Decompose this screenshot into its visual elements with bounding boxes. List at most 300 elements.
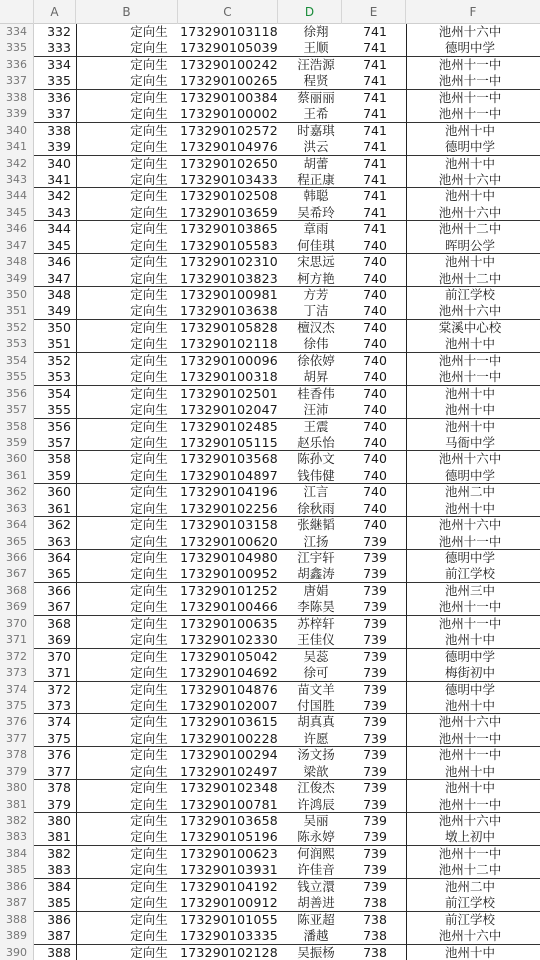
cell-type[interactable]: 定向生 bbox=[130, 566, 168, 582]
cell-type[interactable]: 定向生 bbox=[130, 254, 168, 270]
cell-exam-id[interactable]: 173290100242 bbox=[180, 56, 278, 72]
cell-exam-id[interactable]: 173290100623 bbox=[180, 845, 278, 861]
cell-score[interactable]: 741 bbox=[363, 171, 387, 187]
cell-type[interactable]: 定向生 bbox=[130, 747, 168, 763]
cell-school[interactable]: 池州二中 bbox=[444, 484, 495, 500]
cell-name[interactable]: 张継韬 bbox=[297, 517, 335, 533]
cell-exam-id[interactable]: 173290103931 bbox=[180, 862, 278, 878]
cell-score[interactable]: 739 bbox=[363, 632, 387, 648]
cell-name[interactable]: 程贤 bbox=[303, 73, 329, 89]
cell-exam-id[interactable]: 173290104876 bbox=[180, 681, 278, 697]
cell-school[interactable]: 池州十中 bbox=[444, 385, 495, 401]
cell-score[interactable]: 739 bbox=[363, 878, 387, 894]
cell-type[interactable]: 定向生 bbox=[130, 221, 168, 237]
cell-exam-id[interactable]: 173290100466 bbox=[180, 599, 278, 615]
cell-school[interactable]: 池州十一中 bbox=[438, 533, 502, 549]
cell-score[interactable]: 740 bbox=[363, 336, 387, 352]
cell-score[interactable]: 739 bbox=[363, 845, 387, 861]
cell-name[interactable]: 汤文扬 bbox=[297, 747, 335, 763]
cell-score[interactable]: 739 bbox=[363, 648, 387, 664]
cell-serial[interactable]: 358 bbox=[47, 451, 71, 467]
cell-name[interactable]: 江言 bbox=[303, 484, 329, 500]
cell-exam-id[interactable]: 173290105042 bbox=[180, 648, 278, 664]
cell-score[interactable]: 740 bbox=[363, 319, 387, 335]
cell-school[interactable]: 德明中学 bbox=[444, 550, 495, 565]
cell-school[interactable]: 德明中学 bbox=[444, 40, 495, 56]
cell-serial[interactable]: 342 bbox=[47, 188, 71, 204]
cell-school[interactable]: 池州十六中 bbox=[438, 303, 502, 319]
row-number[interactable]: 366 bbox=[6, 551, 27, 564]
cell-name[interactable]: 徐伟 bbox=[303, 336, 329, 352]
row-number[interactable]: 340 bbox=[6, 123, 27, 137]
cell-school[interactable]: 前江学校 bbox=[444, 566, 495, 582]
cell-serial[interactable]: 344 bbox=[47, 221, 71, 237]
row-number[interactable]: 352 bbox=[6, 320, 27, 334]
cell-serial[interactable]: 367 bbox=[47, 599, 71, 615]
row-number[interactable]: 371 bbox=[6, 633, 27, 647]
row-number[interactable]: 387 bbox=[6, 896, 27, 910]
cell-name[interactable]: 胡善进 bbox=[297, 895, 335, 911]
cell-school[interactable]: 池州十一中 bbox=[438, 615, 502, 631]
row-number[interactable]: 336 bbox=[6, 57, 27, 71]
cell-serial[interactable]: 356 bbox=[47, 418, 71, 434]
row-number[interactable]: 386 bbox=[6, 879, 27, 893]
cell-serial[interactable]: 353 bbox=[47, 369, 71, 385]
cell-exam-id[interactable]: 173290102128 bbox=[180, 944, 278, 960]
row-number[interactable]: 369 bbox=[6, 600, 27, 614]
cell-type[interactable]: 定向生 bbox=[130, 928, 168, 944]
cell-name[interactable]: 韩聪 bbox=[303, 188, 329, 204]
cell-type[interactable]: 定向生 bbox=[130, 714, 168, 730]
cell-serial[interactable]: 334 bbox=[47, 56, 71, 72]
cell-score[interactable]: 741 bbox=[363, 122, 387, 138]
cell-school[interactable]: 池州十一中 bbox=[438, 56, 502, 72]
cell-name[interactable]: 宋思远 bbox=[297, 254, 335, 270]
column-header-d[interactable]: D bbox=[278, 0, 342, 24]
cell-serial[interactable]: 352 bbox=[47, 352, 71, 368]
cell-score[interactable]: 740 bbox=[363, 418, 387, 434]
cell-school[interactable]: 池州十中 bbox=[444, 944, 495, 960]
cell-score[interactable]: 741 bbox=[363, 24, 387, 39]
cell-type[interactable]: 定向生 bbox=[130, 319, 168, 335]
cell-score[interactable]: 740 bbox=[363, 352, 387, 368]
cell-school[interactable]: 池州十六中 bbox=[438, 171, 502, 187]
row-number[interactable]: 390 bbox=[6, 945, 27, 959]
cell-exam-id[interactable]: 173290105828 bbox=[180, 319, 278, 335]
cell-type[interactable]: 定向生 bbox=[130, 878, 168, 894]
row-number[interactable]: 358 bbox=[6, 419, 27, 433]
row-number[interactable]: 380 bbox=[6, 781, 27, 795]
row-number[interactable]: 355 bbox=[6, 370, 27, 384]
cell-name[interactable]: 丁洁 bbox=[303, 303, 329, 319]
cell-score[interactable]: 738 bbox=[363, 928, 387, 944]
cell-school[interactable]: 池州十六中 bbox=[438, 204, 502, 220]
row-number[interactable]: 384 bbox=[6, 846, 27, 860]
cell-name[interactable]: 赵乐怡 bbox=[297, 434, 335, 450]
row-number[interactable]: 383 bbox=[6, 830, 27, 844]
cell-type[interactable]: 定向生 bbox=[130, 780, 168, 796]
cell-exam-id[interactable]: 173290102650 bbox=[180, 155, 278, 171]
cell-school[interactable]: 池州十六中 bbox=[438, 451, 502, 467]
cell-school[interactable]: 池州十一中 bbox=[438, 106, 502, 122]
cell-school[interactable]: 池州十中 bbox=[444, 254, 495, 270]
cell-exam-id[interactable]: 173290102047 bbox=[180, 402, 278, 418]
row-number[interactable]: 357 bbox=[6, 403, 27, 417]
cell-school[interactable]: 德明中学 bbox=[444, 467, 495, 483]
cell-name[interactable]: 江俊杰 bbox=[297, 780, 335, 796]
cell-school[interactable]: 梅街初中 bbox=[444, 665, 495, 681]
cell-exam-id[interactable]: 173290103658 bbox=[180, 813, 278, 828]
cell-score[interactable]: 739 bbox=[363, 697, 387, 713]
cell-exam-id[interactable]: 173290105039 bbox=[180, 40, 278, 56]
cell-school[interactable]: 池州十六中 bbox=[438, 24, 502, 39]
row-number[interactable]: 337 bbox=[6, 74, 27, 88]
cell-name[interactable]: 吴振杨 bbox=[297, 944, 335, 960]
cell-score[interactable]: 738 bbox=[363, 895, 387, 911]
cell-exam-id[interactable]: 173290102501 bbox=[180, 385, 278, 401]
cell-type[interactable]: 定向生 bbox=[130, 467, 168, 483]
cell-name[interactable]: 胡蕾 bbox=[303, 155, 329, 171]
cell-score[interactable]: 739 bbox=[363, 681, 387, 697]
cell-score[interactable]: 741 bbox=[363, 204, 387, 220]
cell-score[interactable]: 741 bbox=[363, 139, 387, 155]
cell-serial[interactable]: 333 bbox=[47, 40, 71, 56]
row-number[interactable]: 334 bbox=[6, 25, 27, 38]
cell-score[interactable]: 740 bbox=[363, 467, 387, 483]
cell-name[interactable]: 方芳 bbox=[303, 287, 329, 302]
cell-name[interactable]: 柯方艳 bbox=[297, 270, 335, 286]
cell-name[interactable]: 何佳琪 bbox=[297, 237, 335, 253]
cell-score[interactable]: 739 bbox=[363, 780, 387, 796]
row-number[interactable]: 360 bbox=[6, 452, 27, 466]
row-number[interactable]: 359 bbox=[6, 435, 27, 449]
cell-school[interactable]: 池州十二中 bbox=[438, 270, 502, 286]
cell-serial[interactable]: 335 bbox=[47, 73, 71, 89]
cell-exam-id[interactable]: 173290104976 bbox=[180, 139, 278, 155]
cell-type[interactable]: 定向生 bbox=[130, 434, 168, 450]
cell-serial[interactable]: 384 bbox=[47, 878, 71, 894]
cell-name[interactable]: 汪浩源 bbox=[297, 56, 335, 72]
cell-name[interactable]: 桂香伟 bbox=[297, 385, 335, 401]
row-number[interactable]: 382 bbox=[6, 814, 27, 827]
cell-score[interactable]: 740 bbox=[363, 287, 387, 302]
cell-name[interactable]: 苏梓轩 bbox=[297, 615, 335, 631]
cell-score[interactable]: 739 bbox=[363, 582, 387, 598]
column-header-b[interactable]: B bbox=[76, 0, 178, 24]
cell-score[interactable]: 739 bbox=[363, 615, 387, 631]
cell-score[interactable]: 740 bbox=[363, 303, 387, 319]
cell-score[interactable]: 739 bbox=[363, 566, 387, 582]
cell-name[interactable]: 徐依婷 bbox=[297, 352, 335, 368]
cell-score[interactable]: 741 bbox=[363, 40, 387, 56]
cell-type[interactable]: 定向生 bbox=[130, 73, 168, 89]
row-number[interactable]: 385 bbox=[6, 863, 27, 877]
row-number[interactable]: 389 bbox=[6, 929, 27, 943]
cell-serial[interactable]: 372 bbox=[47, 681, 71, 697]
cell-score[interactable]: 741 bbox=[363, 106, 387, 122]
cell-exam-id[interactable]: 173290100781 bbox=[180, 796, 278, 812]
cell-name[interactable]: 汪沛 bbox=[303, 402, 329, 418]
row-number[interactable]: 361 bbox=[6, 468, 27, 482]
cell-type[interactable]: 定向生 bbox=[130, 336, 168, 352]
cell-exam-id[interactable]: 173290104692 bbox=[180, 665, 278, 681]
cell-exam-id[interactable]: 173290103638 bbox=[180, 303, 278, 319]
row-number[interactable]: 351 bbox=[6, 304, 27, 318]
cell-type[interactable]: 定向生 bbox=[130, 533, 168, 549]
cell-score[interactable]: 740 bbox=[363, 385, 387, 401]
cell-score[interactable]: 740 bbox=[363, 237, 387, 253]
cell-serial[interactable]: 379 bbox=[47, 796, 71, 812]
cell-exam-id[interactable]: 173290102348 bbox=[180, 780, 278, 796]
row-number[interactable]: 349 bbox=[6, 271, 27, 285]
cell-school[interactable]: 池州十六中 bbox=[438, 714, 502, 730]
cell-school[interactable]: 前江学校 bbox=[444, 911, 495, 927]
cell-score[interactable]: 740 bbox=[363, 500, 387, 516]
cell-name[interactable]: 章雨 bbox=[303, 221, 329, 237]
cell-serial[interactable]: 357 bbox=[47, 434, 71, 450]
cell-score[interactable]: 739 bbox=[363, 599, 387, 615]
cell-serial[interactable]: 381 bbox=[47, 829, 71, 845]
cell-serial[interactable]: 343 bbox=[47, 204, 71, 220]
cell-type[interactable]: 定向生 bbox=[130, 665, 168, 681]
cell-school[interactable]: 池州十中 bbox=[444, 402, 495, 418]
row-number[interactable]: 344 bbox=[6, 189, 27, 203]
cell-school[interactable]: 池州十一中 bbox=[438, 352, 502, 368]
cell-school[interactable]: 池州十中 bbox=[444, 763, 495, 779]
cell-serial[interactable]: 361 bbox=[47, 500, 71, 516]
cell-type[interactable]: 定向生 bbox=[130, 845, 168, 861]
cell-name[interactable]: 苗文羊 bbox=[297, 681, 335, 697]
cell-serial[interactable]: 365 bbox=[47, 566, 71, 582]
cell-exam-id[interactable]: 173290100265 bbox=[180, 73, 278, 89]
cell-name[interactable]: 檀汉杰 bbox=[297, 319, 335, 335]
cell-type[interactable]: 定向生 bbox=[130, 155, 168, 171]
cell-exam-id[interactable]: 173290105115 bbox=[180, 434, 278, 450]
cell-serial[interactable]: 350 bbox=[47, 319, 71, 335]
cell-type[interactable]: 定向生 bbox=[130, 352, 168, 368]
column-header-c[interactable]: C bbox=[178, 0, 278, 24]
row-number[interactable]: 362 bbox=[6, 485, 27, 499]
cell-type[interactable]: 定向生 bbox=[130, 287, 168, 302]
cell-school[interactable]: 池州十六中 bbox=[438, 517, 502, 533]
cell-school[interactable]: 池州十六中 bbox=[438, 813, 502, 828]
cell-score[interactable]: 739 bbox=[363, 813, 387, 828]
row-number[interactable]: 354 bbox=[6, 353, 27, 367]
cell-school[interactable]: 池州十中 bbox=[444, 188, 495, 204]
cell-score[interactable]: 740 bbox=[363, 270, 387, 286]
cell-exam-id[interactable]: 173290103118 bbox=[180, 24, 278, 39]
cell-name[interactable]: 潘越 bbox=[303, 928, 329, 944]
cell-serial[interactable]: 345 bbox=[47, 237, 71, 253]
cell-type[interactable]: 定向生 bbox=[130, 697, 168, 713]
cell-name[interactable]: 吴蕊 bbox=[303, 648, 329, 664]
row-number[interactable]: 348 bbox=[6, 255, 27, 269]
cell-score[interactable]: 740 bbox=[363, 402, 387, 418]
cell-type[interactable]: 定向生 bbox=[130, 484, 168, 500]
cell-type[interactable]: 定向生 bbox=[130, 369, 168, 385]
cell-score[interactable]: 741 bbox=[363, 89, 387, 105]
row-number[interactable]: 338 bbox=[6, 90, 27, 104]
cell-name[interactable]: 时嘉琪 bbox=[297, 122, 335, 138]
cell-serial[interactable]: 359 bbox=[47, 467, 71, 483]
cell-exam-id[interactable]: 173290103568 bbox=[180, 451, 278, 467]
cell-type[interactable]: 定向生 bbox=[130, 303, 168, 319]
cell-score[interactable]: 739 bbox=[363, 550, 387, 565]
cell-school[interactable]: 池州十中 bbox=[444, 418, 495, 434]
cell-school[interactable]: 池州十六中 bbox=[438, 928, 502, 944]
cell-school[interactable]: 池州十一中 bbox=[438, 73, 502, 89]
cell-serial[interactable]: 382 bbox=[47, 845, 71, 861]
cell-score[interactable]: 738 bbox=[363, 944, 387, 960]
cell-type[interactable]: 定向生 bbox=[130, 56, 168, 72]
cell-serial[interactable]: 369 bbox=[47, 632, 71, 648]
cell-type[interactable]: 定向生 bbox=[130, 911, 168, 927]
cell-name[interactable]: 陈孙文 bbox=[297, 451, 335, 467]
cell-serial[interactable]: 371 bbox=[47, 665, 71, 681]
cell-school[interactable]: 池州十中 bbox=[444, 500, 495, 516]
cell-name[interactable]: 付国胜 bbox=[297, 697, 335, 713]
cell-serial[interactable]: 366 bbox=[47, 582, 71, 598]
cell-score[interactable]: 739 bbox=[363, 747, 387, 763]
row-number[interactable]: 368 bbox=[6, 583, 27, 597]
cell-type[interactable]: 定向生 bbox=[130, 171, 168, 187]
cell-serial[interactable]: 387 bbox=[47, 928, 71, 944]
cell-exam-id[interactable]: 173290100635 bbox=[180, 615, 278, 631]
cell-exam-id[interactable]: 173290101252 bbox=[180, 582, 278, 598]
cell-exam-id[interactable]: 173290100952 bbox=[180, 566, 278, 582]
cell-school[interactable]: 池州十一中 bbox=[438, 730, 502, 746]
cell-name[interactable]: 许鸿辰 bbox=[297, 796, 335, 812]
cell-exam-id[interactable]: 173290102508 bbox=[180, 188, 278, 204]
cell-name[interactable]: 程正康 bbox=[297, 171, 335, 187]
cell-exam-id[interactable]: 173290105583 bbox=[180, 237, 278, 253]
cell-type[interactable]: 定向生 bbox=[130, 599, 168, 615]
cell-score[interactable]: 739 bbox=[363, 533, 387, 549]
cell-name[interactable]: 陈永婷 bbox=[297, 829, 335, 845]
cell-school[interactable]: 池州十一中 bbox=[438, 89, 502, 105]
cell-type[interactable]: 定向生 bbox=[130, 632, 168, 648]
cell-name[interactable]: 梁歆 bbox=[303, 763, 329, 779]
cell-serial[interactable]: 339 bbox=[47, 139, 71, 155]
cell-school[interactable]: 池州十中 bbox=[444, 122, 495, 138]
cell-exam-id[interactable]: 173290105196 bbox=[180, 829, 278, 845]
cell-type[interactable]: 定向生 bbox=[130, 106, 168, 122]
row-number[interactable]: 347 bbox=[6, 238, 27, 252]
cell-exam-id[interactable]: 173290104192 bbox=[180, 878, 278, 894]
cell-type[interactable]: 定向生 bbox=[130, 829, 168, 845]
cell-exam-id[interactable]: 173290104897 bbox=[180, 467, 278, 483]
cell-type[interactable]: 定向生 bbox=[130, 517, 168, 533]
cell-score[interactable]: 741 bbox=[363, 221, 387, 237]
cell-school[interactable]: 池州十中 bbox=[444, 697, 495, 713]
row-number[interactable]: 378 bbox=[6, 748, 27, 762]
row-number[interactable]: 346 bbox=[6, 222, 27, 236]
cell-type[interactable]: 定向生 bbox=[130, 895, 168, 911]
cell-name[interactable]: 徐翔 bbox=[303, 24, 329, 39]
cell-serial[interactable]: 341 bbox=[47, 171, 71, 187]
cell-serial[interactable]: 380 bbox=[47, 813, 71, 828]
cell-name[interactable]: 洪云 bbox=[303, 139, 329, 155]
cell-exam-id[interactable]: 173290100002 bbox=[180, 106, 278, 122]
cell-type[interactable]: 定向生 bbox=[130, 122, 168, 138]
cell-score[interactable]: 740 bbox=[363, 254, 387, 270]
cell-exam-id[interactable]: 173290100294 bbox=[180, 747, 278, 763]
cell-exam-id[interactable]: 173290102310 bbox=[180, 254, 278, 270]
cell-serial[interactable]: 376 bbox=[47, 747, 71, 763]
cell-score[interactable]: 740 bbox=[363, 369, 387, 385]
cell-school[interactable]: 墩上初中 bbox=[444, 829, 495, 845]
cell-score[interactable]: 740 bbox=[363, 451, 387, 467]
cell-school[interactable]: 德明中学 bbox=[444, 681, 495, 697]
cell-serial[interactable]: 368 bbox=[47, 615, 71, 631]
cell-exam-id[interactable]: 173290102118 bbox=[180, 336, 278, 352]
select-all-corner[interactable] bbox=[0, 0, 34, 24]
cell-exam-id[interactable]: 173290102485 bbox=[180, 418, 278, 434]
cell-school[interactable]: 前江学校 bbox=[444, 287, 495, 302]
cell-serial[interactable]: 351 bbox=[47, 336, 71, 352]
cell-serial[interactable]: 363 bbox=[47, 533, 71, 549]
cell-type[interactable]: 定向生 bbox=[130, 730, 168, 746]
cell-exam-id[interactable]: 173290103335 bbox=[180, 928, 278, 944]
row-number[interactable]: 365 bbox=[6, 534, 27, 548]
cell-exam-id[interactable]: 173290104196 bbox=[180, 484, 278, 500]
cell-school[interactable]: 德明中学 bbox=[444, 139, 495, 155]
cell-school[interactable]: 池州十中 bbox=[444, 632, 495, 648]
cell-exam-id[interactable]: 173290103158 bbox=[180, 517, 278, 533]
cell-serial[interactable]: 346 bbox=[47, 254, 71, 270]
row-number[interactable]: 363 bbox=[6, 501, 27, 515]
cell-name[interactable]: 王佳仪 bbox=[297, 632, 335, 648]
cell-exam-id[interactable]: 173290100620 bbox=[180, 533, 278, 549]
column-header-a[interactable]: A bbox=[34, 0, 76, 24]
cell-serial[interactable]: 338 bbox=[47, 122, 71, 138]
cell-score[interactable]: 739 bbox=[363, 862, 387, 878]
cell-exam-id[interactable]: 173290102007 bbox=[180, 697, 278, 713]
cell-school[interactable]: 池州十中 bbox=[444, 780, 495, 796]
cell-school[interactable]: 马衙中学 bbox=[444, 434, 495, 450]
cell-serial[interactable]: 388 bbox=[47, 944, 71, 960]
row-number[interactable]: 373 bbox=[6, 666, 27, 680]
cell-name[interactable]: 王震 bbox=[303, 418, 329, 434]
cell-name[interactable]: 陈亚超 bbox=[297, 911, 335, 927]
cell-school[interactable]: 晖明公学 bbox=[444, 237, 495, 253]
cell-type[interactable]: 定向生 bbox=[130, 763, 168, 779]
row-number[interactable]: 353 bbox=[6, 337, 27, 351]
row-number[interactable]: 350 bbox=[6, 288, 27, 301]
row-number[interactable]: 370 bbox=[6, 616, 27, 630]
cell-score[interactable]: 741 bbox=[363, 155, 387, 171]
cell-type[interactable]: 定向生 bbox=[130, 615, 168, 631]
cell-name[interactable]: 吴希玲 bbox=[297, 204, 335, 220]
cell-exam-id[interactable]: 173290100096 bbox=[180, 352, 278, 368]
cell-type[interactable]: 定向生 bbox=[130, 24, 168, 39]
cell-serial[interactable]: 362 bbox=[47, 517, 71, 533]
cell-exam-id[interactable]: 173290103615 bbox=[180, 714, 278, 730]
cell-type[interactable]: 定向生 bbox=[130, 862, 168, 878]
cell-serial[interactable]: 375 bbox=[47, 730, 71, 746]
cell-serial[interactable]: 360 bbox=[47, 484, 71, 500]
cell-type[interactable]: 定向生 bbox=[130, 188, 168, 204]
row-number[interactable]: 356 bbox=[6, 386, 27, 400]
cell-score[interactable]: 739 bbox=[363, 796, 387, 812]
cell-serial[interactable]: 377 bbox=[47, 763, 71, 779]
cell-name[interactable]: 唐娟 bbox=[303, 582, 329, 598]
cell-serial[interactable]: 337 bbox=[47, 106, 71, 122]
cell-school[interactable]: 池州十中 bbox=[444, 155, 495, 171]
cell-name[interactable]: 许愿 bbox=[303, 730, 329, 746]
cell-type[interactable]: 定向生 bbox=[130, 813, 168, 828]
row-number[interactable]: 367 bbox=[6, 567, 27, 581]
